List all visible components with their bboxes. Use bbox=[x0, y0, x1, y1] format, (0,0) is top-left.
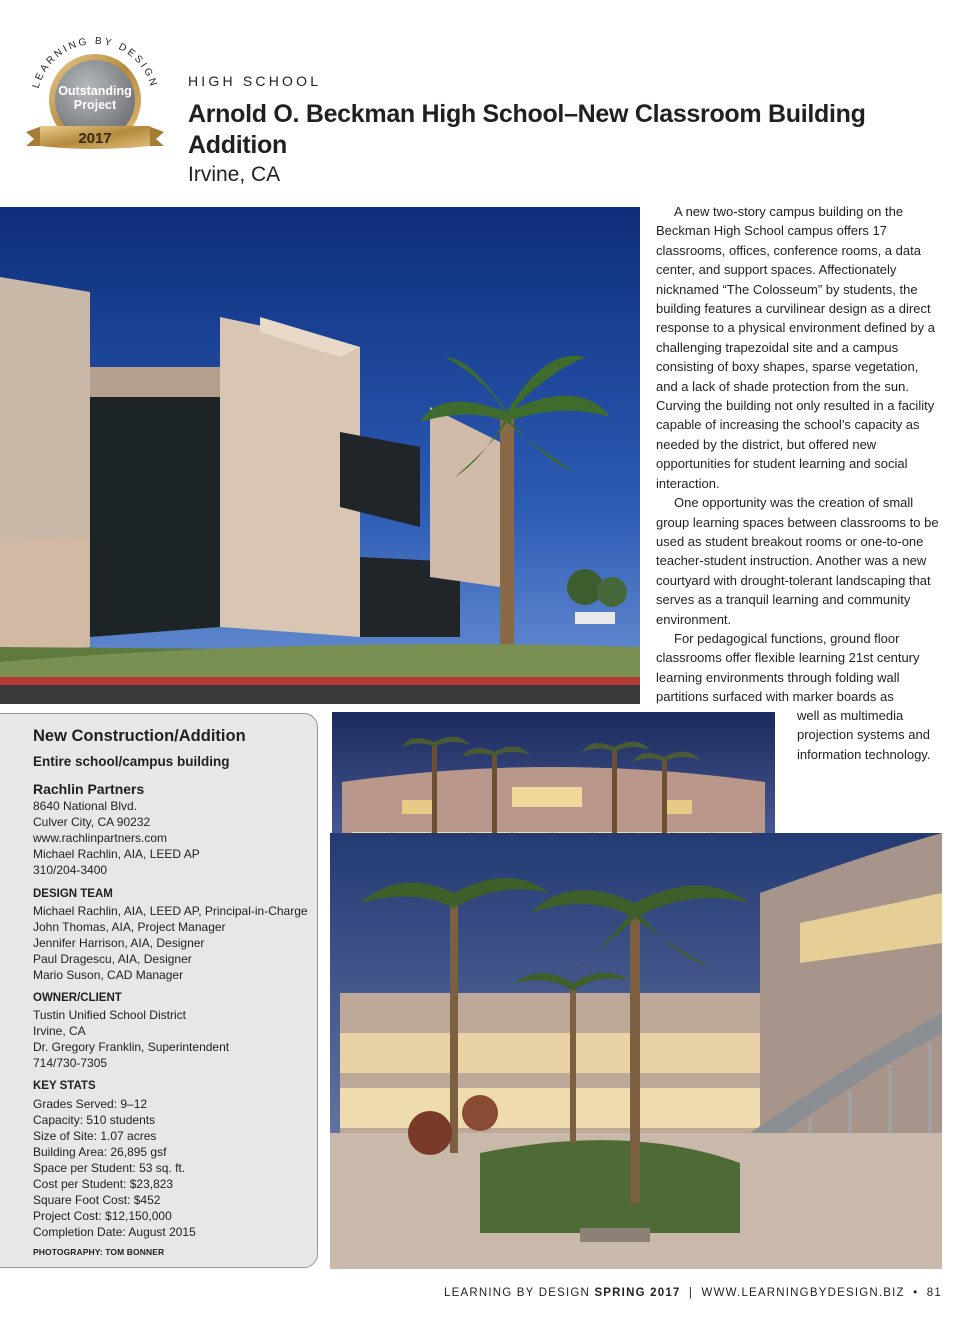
article-body-continued bbox=[797, 706, 947, 764]
article-paragraph-3: For pedagogical functions, ground floor classrooms offer flexible learning 21st century learning environments through folding wall partitions surfaced with marker boards as bbox=[656, 630, 920, 705]
key-stat: Space per Student: 53 sq. ft. bbox=[33, 1161, 186, 1175]
firm-contact: Michael Rachlin, AIA, LEED AP bbox=[33, 847, 200, 861]
footer-bullet: • bbox=[913, 1287, 919, 1299]
award-badge bbox=[20, 22, 170, 172]
article-title: Arnold O. Beckman High School–New Classroom Building Addition bbox=[188, 100, 866, 159]
design-team-heading: DESIGN TEAM bbox=[33, 888, 113, 900]
key-stat: Cost per Student: $23,823 bbox=[33, 1177, 174, 1191]
page-footer bbox=[444, 1287, 942, 1299]
firm-address-line1: 8640 National Blvd. bbox=[33, 799, 138, 813]
project-scope: Entire school/campus building bbox=[33, 754, 230, 769]
key-stat: Square Foot Cost: $452 bbox=[33, 1193, 161, 1207]
key-stat: Completion Date: August 2015 bbox=[33, 1225, 196, 1239]
footer-website[interactable]: WWW.LEARNINGBYDESIGN.BIZ bbox=[701, 1287, 905, 1299]
design-team-member: Michael Rachlin, AIA, LEED AP, Principal-in-Charge bbox=[33, 904, 308, 918]
location-label: Irvine, CA bbox=[188, 163, 281, 186]
design-team-member: John Thomas, AIA, Project Manager bbox=[33, 920, 226, 934]
badge-line2: Project bbox=[73, 98, 117, 112]
owner-line: Irvine, CA bbox=[33, 1024, 86, 1038]
firm-phone: 310/204-3400 bbox=[33, 863, 108, 877]
key-stat: Size of Site: 1.07 acres bbox=[33, 1129, 157, 1143]
footer-publication: LEARNING BY DESIGN bbox=[444, 1287, 591, 1299]
article-paragraph-2: One opportunity was the creation of small group learning spaces between classrooms to be used as student breakout rooms or one-to-one teacher-student instruction. Another was a new courtyard with drought-tolerant landscaping that serves as a tranquil learning and community environment. bbox=[656, 495, 939, 627]
owner-heading: OWNER/CLIENT bbox=[33, 992, 122, 1004]
article-paragraph-1: A new two-story campus building on the Beckman High School campus offers 17 classrooms, offices, conference rooms, a data center, and support spaces. Affectionately nicknamed “The Colosseum” by students, the building features a curvilinear design as a direct response to a physical environment defined by a challenging trapezoidal site and a campus consisting of boxy shapes, sparse vegetation, and a lack of shade protection from the sun. Curving the building not only resulted in a facility capable of increasing the school’s capacity as needed by the district, but offered new opportunities for student learning and social interaction. bbox=[656, 204, 935, 491]
key-stats-heading: KEY STATS bbox=[33, 1080, 96, 1092]
badge-line1: Outstanding bbox=[58, 84, 132, 98]
owner-line: Tustin Unified School District bbox=[33, 1008, 186, 1022]
key-stat: Project Cost: $12,150,000 bbox=[33, 1209, 172, 1223]
exterior-photo bbox=[0, 207, 640, 704]
page-number: 81 bbox=[926, 1287, 942, 1299]
firm-name: Rachlin Partners bbox=[33, 781, 145, 797]
design-team-member: Jennifer Harrison, AIA, Designer bbox=[33, 936, 205, 950]
footer-issue: SPRING 2017 bbox=[594, 1287, 681, 1299]
firm-address-line2: Culver City, CA 90232 bbox=[33, 815, 151, 829]
key-stat: Grades Served: 9–12 bbox=[33, 1097, 148, 1111]
project-type: New Construction/Addition bbox=[33, 727, 246, 745]
firm-website: www.rachlinpartners.com bbox=[33, 831, 168, 845]
footer-separator: | bbox=[688, 1287, 694, 1299]
key-stat: Capacity: 510 students bbox=[33, 1113, 156, 1127]
owner-line: 714/730-7305 bbox=[33, 1056, 108, 1070]
category-label: HIGH SCHOOL bbox=[188, 73, 322, 89]
article-body bbox=[656, 202, 940, 707]
article-paragraph-3-continued: well as multimedia projection systems and information technology. bbox=[797, 708, 931, 762]
design-team-member: Paul Dragescu, AIA, Designer bbox=[33, 952, 192, 966]
key-stat: Building Area: 26,895 gsf bbox=[33, 1145, 167, 1159]
design-team-member: Mario Suson, CAD Manager bbox=[33, 968, 184, 982]
badge-arc-text: LEARNING BY DESIGN bbox=[30, 35, 160, 90]
owner-line: Dr. Gregory Franklin, Superintendent bbox=[33, 1040, 230, 1054]
badge-year: 2017 bbox=[78, 130, 112, 147]
award-badge-graphic bbox=[20, 22, 170, 172]
courtyard-photo bbox=[330, 833, 942, 1269]
photo-credit: PHOTOGRAPHY: TOM BONNER bbox=[33, 1247, 165, 1257]
